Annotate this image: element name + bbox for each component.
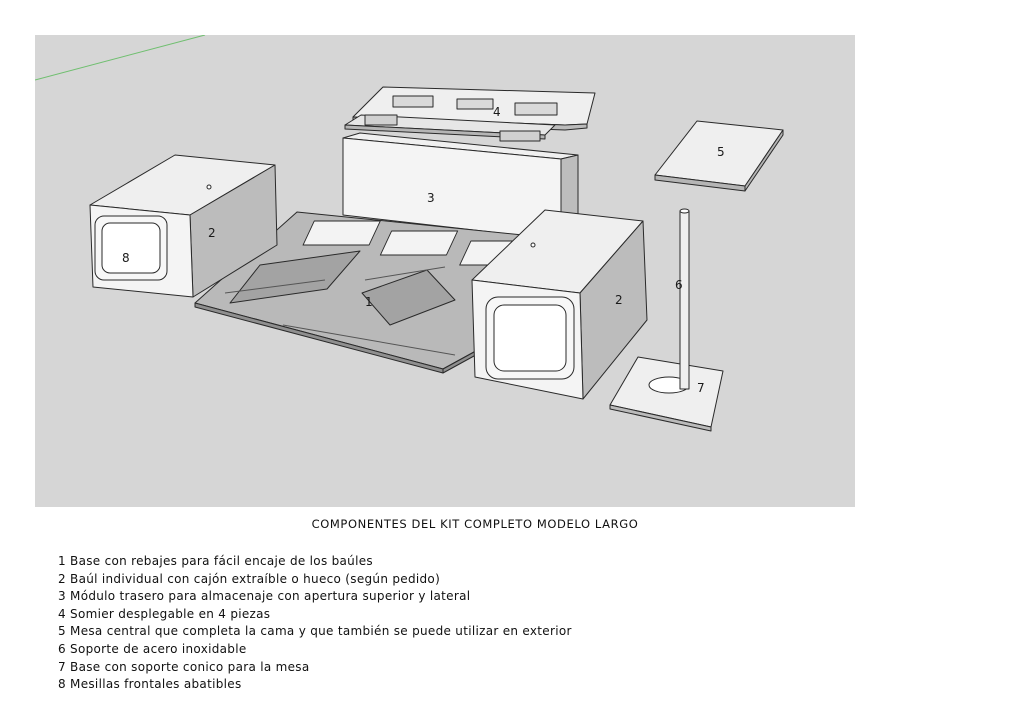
part-table-base [610,357,723,431]
legend-item: 3 Módulo trasero para almacenaje con apertura superior y lateral [58,589,471,604]
legend-item: 1 Base con rebajes para fácil encaje de los baúles [58,554,373,568]
legend-item: 2 Baúl individual con cajón extraíble o hueco (según pedido) [58,571,441,586]
label-part-2-left: 2 [208,226,216,240]
figure-caption: COMPONENTES DEL KIT COMPLETO MODELO LARGO [311,517,639,531]
legend-item: 7 Base con soporte conico para la mesa [58,659,310,674]
label-part-5: 5 [717,145,725,159]
green-axis-line [35,35,205,80]
part-slat-bed [345,87,595,141]
label-part-4: 4 [493,105,501,119]
label-part-1: 1 [365,295,373,309]
legend-item: 5 Mesa central que completa la cama y que también se puede utilizar en exterior [58,624,572,639]
label-part-2-right: 2 [615,293,623,307]
parts-legend [58,553,572,694]
label-part-7: 7 [697,381,705,395]
legend-item: 4 Somier desplegable en 4 piezas [58,606,271,621]
legend-item: 8 Mesillas frontales abatibles [58,677,242,692]
exploded-assembly-drawing [35,35,855,507]
label-part-8: 8 [122,251,130,265]
part-steel-support [680,209,689,389]
label-part-6: 6 [675,278,683,292]
label-part-3: 3 [427,191,435,205]
legend-item: 6 Soporte de acero inoxidable [58,641,247,656]
model-viewport [35,35,855,507]
